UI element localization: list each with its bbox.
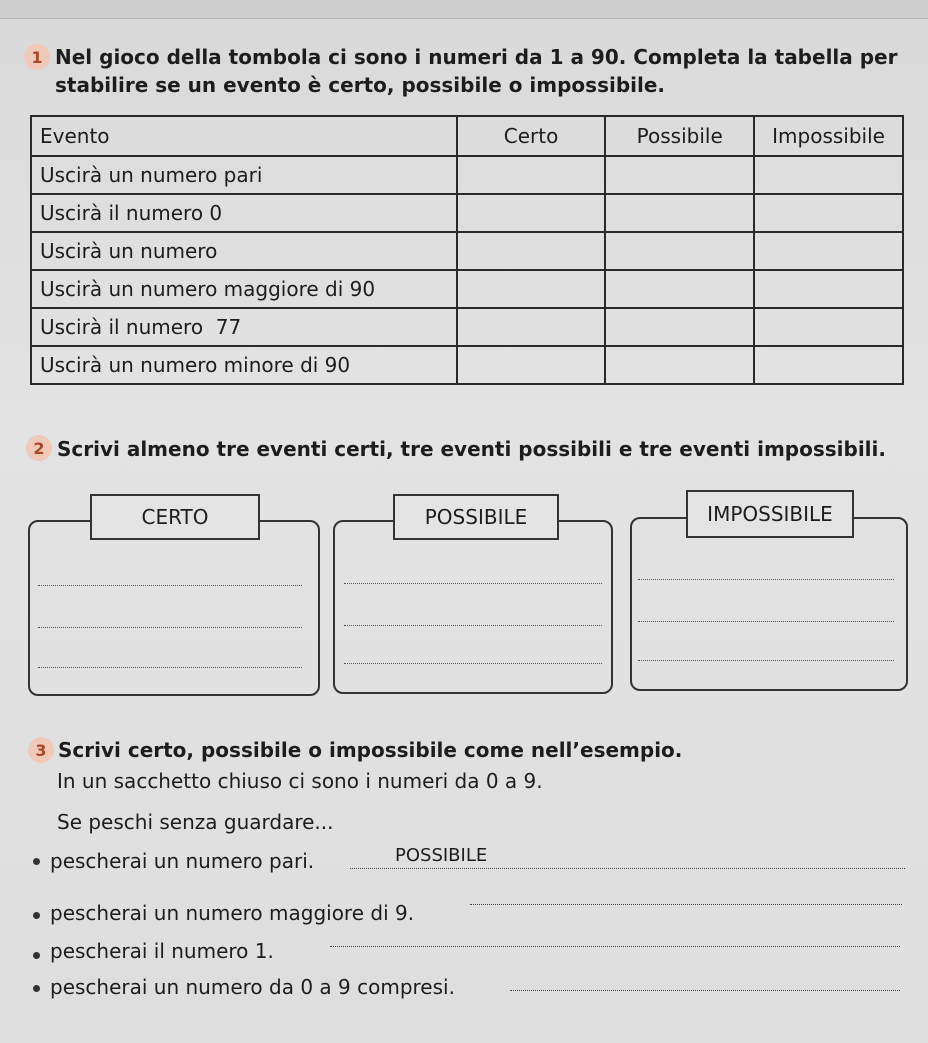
exercise-3-answer-line-1[interactable]: [350, 868, 905, 869]
impossibile-cell[interactable]: [754, 156, 903, 194]
exercise-2-number-badge: 2: [26, 435, 52, 461]
exercise-3-item-4: pescherai un numero da 0 a 9 compresi.: [50, 975, 455, 999]
certo-cell[interactable]: [457, 156, 606, 194]
header-certo: Certo: [457, 116, 606, 156]
certo-write-line[interactable]: [38, 585, 302, 586]
possibile-write-line[interactable]: [344, 625, 602, 626]
exercise-3-item-3: pescherai il numero 1.: [50, 939, 274, 963]
bullet-icon: [33, 952, 40, 959]
exercise-3-context-line2: Se peschi senza guardare...: [57, 810, 334, 834]
exercise-3-answer-line-2[interactable]: [470, 904, 902, 905]
possibile-box: [333, 520, 613, 694]
impossibile-box: [630, 517, 908, 691]
impossibile-cell[interactable]: [754, 346, 903, 384]
header-evento: Evento: [31, 116, 457, 156]
certo-cell[interactable]: [457, 194, 606, 232]
exercise-1-instruction-line1: Nel gioco della tombola ci sono i numeri da 1 a 90. Completa la tabella per: [55, 45, 898, 69]
possibile-write-line[interactable]: [344, 663, 602, 664]
event-cell: Uscirà un numero minore di 90: [31, 346, 457, 384]
table-row: [31, 194, 903, 232]
exercise-3-instruction: Scrivi certo, possibile o impossibile come nell’esempio.: [58, 738, 683, 762]
impossibile-cell[interactable]: [754, 270, 903, 308]
possibile-cell[interactable]: [605, 308, 754, 346]
possibile-write-line[interactable]: [344, 583, 602, 584]
exercise-1-number-badge: 1: [24, 44, 50, 70]
exercise-3-number-badge: 3: [28, 737, 54, 763]
exercise-3-context-line1: In un sacchetto chiuso ci sono i numeri da 0 a 9.: [57, 769, 543, 793]
possibile-cell[interactable]: [605, 346, 754, 384]
exercise-2-instruction: Scrivi almeno tre eventi certi, tre eventi possibili e tre eventi impossibili.: [57, 437, 886, 461]
header-possibile: Possibile: [605, 116, 754, 156]
exercise-3-item-1: pescherai un numero pari.: [50, 849, 315, 873]
table-row: [31, 270, 903, 308]
header-impossibile: Impossibile: [754, 116, 903, 156]
event-cell: Uscirà un numero pari: [31, 156, 457, 194]
possibile-cell[interactable]: [605, 156, 754, 194]
certo-write-line[interactable]: [38, 627, 302, 628]
certo-cell[interactable]: [457, 308, 606, 346]
impossibile-box-label: IMPOSSIBILE: [686, 490, 854, 538]
bullet-icon: [33, 985, 40, 992]
event-cell: Uscirà il numero 0: [31, 194, 457, 232]
table-header-row: [31, 116, 903, 156]
table-row: [31, 308, 903, 346]
table-row: [31, 346, 903, 384]
event-cell: Uscirà un numero: [31, 232, 457, 270]
event-cell: Uscirà un numero maggiore di 90: [31, 270, 457, 308]
impossibile-write-line[interactable]: [638, 579, 894, 580]
exercise-3-answer-1: POSSIBILE: [395, 845, 488, 866]
bullet-icon: [33, 912, 40, 919]
previous-page-edge: [0, 0, 928, 19]
possibile-cell[interactable]: [605, 194, 754, 232]
possibile-box-label: POSSIBILE: [393, 494, 559, 540]
impossibile-cell[interactable]: [754, 232, 903, 270]
certo-box: [28, 520, 320, 696]
table-row: [31, 232, 903, 270]
certo-cell[interactable]: [457, 346, 606, 384]
certo-cell[interactable]: [457, 232, 606, 270]
exercise-1-instruction-line2: stabilire se un evento è certo, possibile o impossibile.: [55, 73, 666, 97]
table-row: [31, 156, 903, 194]
exercise-3-item-2: pescherai un numero maggiore di 9.: [50, 901, 415, 925]
impossibile-write-line[interactable]: [638, 621, 894, 622]
possibile-cell[interactable]: [605, 232, 754, 270]
events-table: [30, 115, 904, 385]
certo-box-label: CERTO: [90, 494, 260, 540]
impossibile-cell[interactable]: [754, 194, 903, 232]
certo-write-line[interactable]: [38, 667, 302, 668]
bullet-icon: [33, 858, 40, 865]
exercise-3-answer-line-3[interactable]: [330, 946, 900, 947]
impossibile-write-line[interactable]: [638, 660, 894, 661]
impossibile-cell[interactable]: [754, 308, 903, 346]
certo-cell[interactable]: [457, 270, 606, 308]
exercise-3-answer-line-4[interactable]: [510, 990, 900, 991]
possibile-cell[interactable]: [605, 270, 754, 308]
event-cell: Uscirà il numero 77: [31, 308, 457, 346]
